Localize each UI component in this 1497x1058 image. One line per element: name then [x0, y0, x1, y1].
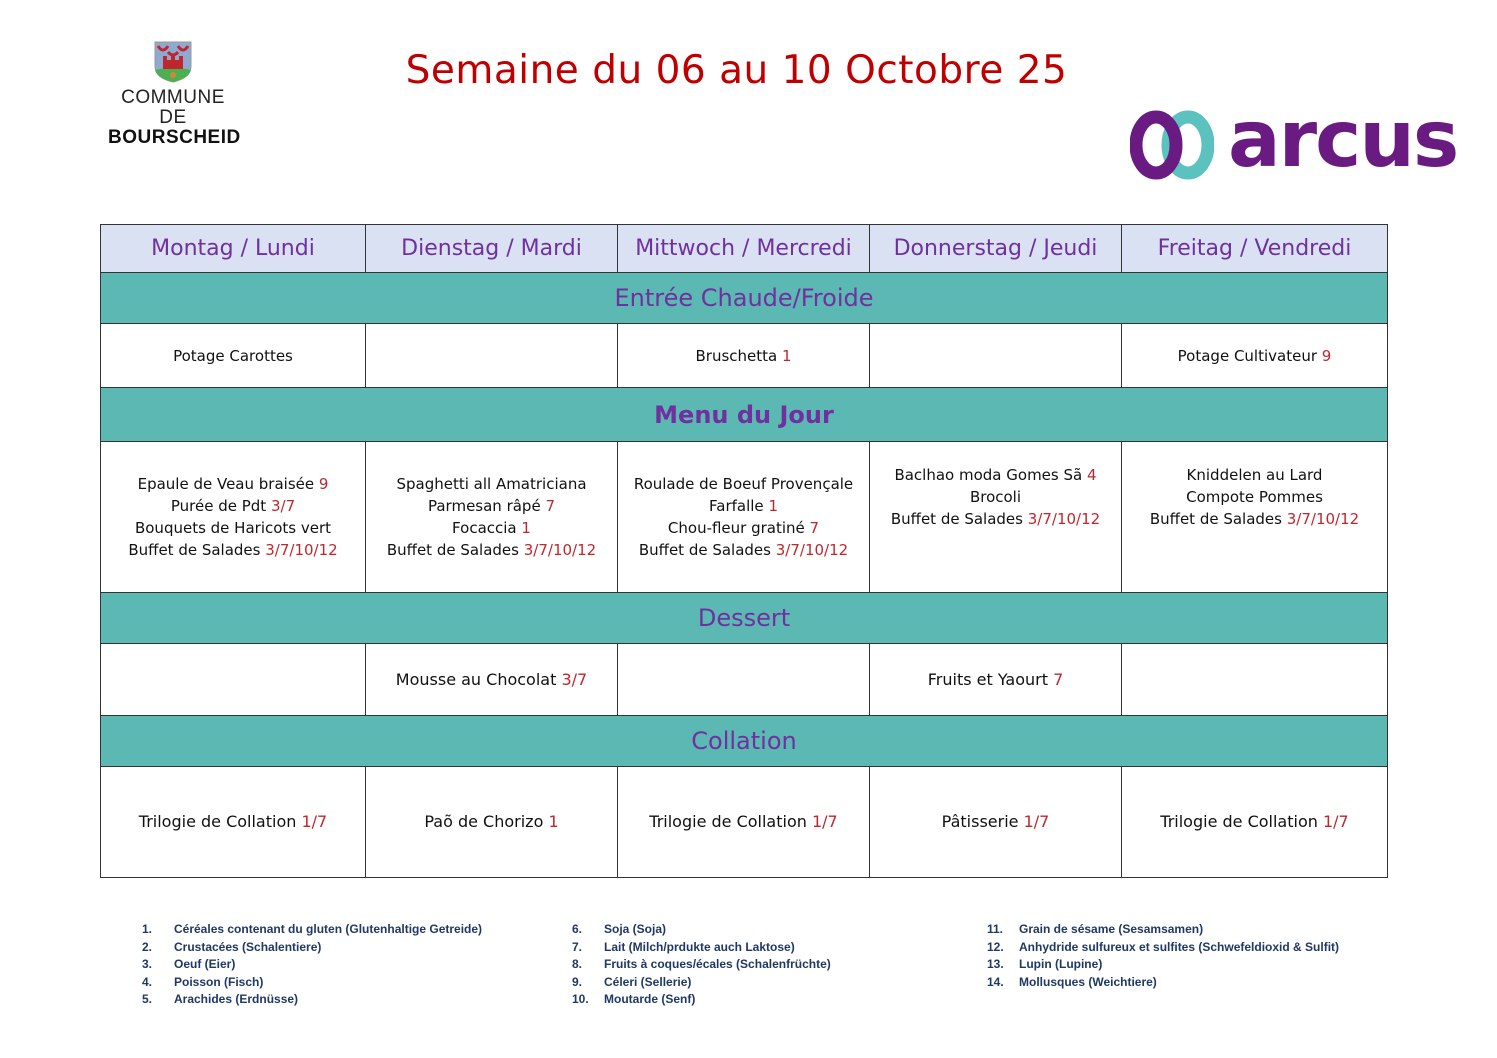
legend-item — [572, 975, 831, 993]
collation-thursday — [870, 767, 1122, 878]
dish-name: Spaghetti all Amatriciana — [396, 475, 587, 493]
allergen-codes: 1 — [768, 497, 778, 515]
arcus-wordmark: arcus — [1228, 95, 1458, 185]
menu-wednesday — [618, 442, 870, 593]
arcus-logo — [1130, 95, 1458, 185]
legend-number: 3. — [142, 957, 153, 971]
allergen-codes: 4 — [1086, 466, 1097, 484]
entree-tuesday — [366, 324, 618, 388]
entree-row — [101, 324, 1388, 388]
menu-monday — [101, 442, 366, 593]
dish-name: Fruits et Yaourt — [927, 669, 1054, 689]
menu-friday — [1122, 442, 1388, 593]
dish-name: Trilogie de Collation — [1160, 812, 1323, 831]
dish-name: Mousse au Chocolat — [395, 669, 562, 689]
day-header-thursday: Donnerstag / Jeudi — [870, 225, 1122, 273]
dessert-monday — [101, 644, 366, 716]
legend-item — [142, 922, 482, 940]
allergen-legend-column-3 — [987, 922, 1339, 992]
dish-name: Compote Pommes — [1186, 488, 1323, 506]
legend-item — [987, 940, 1339, 958]
dish-name: Brocoli — [969, 488, 1022, 506]
legend-item — [987, 957, 1339, 975]
legend-text: Lait (Milch/prdukte auch Laktose) — [604, 939, 795, 954]
allergen-codes: 1 — [781, 346, 792, 365]
legend-number: 9. — [572, 974, 583, 989]
dish-name: Buffet de Salades — [1149, 510, 1287, 528]
allergen-codes: 3/7 — [270, 497, 296, 515]
section-header-entree: Entrée Chaude/Froide — [101, 273, 1388, 324]
dish-name: Kniddelen au Lard — [1186, 466, 1323, 484]
legend-number: 10. — [572, 992, 589, 1006]
allergen-codes: 7 — [1053, 669, 1064, 689]
dessert-wednesday — [618, 644, 870, 716]
allergen-codes: 1 — [521, 519, 531, 537]
allergen-codes: 7 — [545, 497, 555, 515]
dish-name: Parmesan râpé — [427, 497, 546, 515]
allergen-codes: 1/7 — [301, 812, 328, 831]
legend-number: 4. — [142, 974, 153, 989]
dish-name: Bouquets de Haricots vert — [134, 519, 332, 537]
legend-item — [142, 957, 482, 975]
dish-name: Buffet de Salades — [386, 541, 524, 559]
dish-name: Buffet de Salades — [128, 541, 266, 559]
legend-number: 12. — [987, 939, 1004, 954]
legend-item — [142, 975, 482, 993]
allergen-codes: 3/7 — [561, 669, 588, 689]
collation-wednesday — [618, 767, 870, 878]
legend-text: Mollusques (Weichtiere) — [1019, 974, 1157, 989]
legend-item — [987, 922, 1339, 940]
dish-name: Epaule de Veau braisée — [137, 475, 319, 493]
section-header-menu: Menu du Jour — [101, 388, 1388, 442]
allergen-codes: 1 — [548, 812, 559, 831]
legend-item — [572, 940, 831, 958]
allergen-codes: 3/7/10/12 — [775, 541, 849, 559]
weekly-menu-table — [100, 224, 1388, 878]
allergen-codes: 1/7 — [1023, 812, 1050, 831]
collation-monday — [101, 767, 366, 878]
day-header-monday: Montag / Lundi — [101, 225, 366, 273]
dish-name: Potage Carottes — [173, 346, 293, 365]
legend-number: 13. — [987, 957, 1004, 971]
legend-number: 5. — [142, 992, 153, 1006]
legend-text: Anhydride sulfureux et sulfites (Schwefeldioxid & Sulfit) — [1019, 939, 1340, 954]
collation-row — [101, 767, 1388, 878]
legend-number: 2. — [142, 939, 153, 954]
legend-text: Arachides (Erdnüsse) — [174, 992, 299, 1006]
dish-name: Baclhao moda Gomes Sã — [894, 466, 1087, 484]
day-header-row — [101, 225, 1388, 273]
allergen-codes: 1/7 — [811, 812, 838, 831]
collation-tuesday — [366, 767, 618, 878]
legend-text: Fruits à coques/écales (Schalenfrüchte) — [604, 957, 831, 971]
dessert-tuesday — [366, 644, 618, 716]
dish-name: Roulade de Boeuf Provençale — [633, 475, 854, 493]
legend-number: 14. — [987, 974, 1004, 989]
dish-name: Focaccia — [452, 519, 522, 537]
legend-text: Lupin (Lupine) — [1019, 957, 1103, 971]
legend-number: 11. — [987, 922, 1004, 936]
dish-name: Buffet de Salades — [638, 541, 776, 559]
allergen-codes: 3/7/10/12 — [265, 541, 338, 559]
dish-name: Chou-fleur gratiné — [667, 519, 810, 537]
legend-text: Poisson (Fisch) — [174, 974, 264, 989]
section-header-collation: Collation — [101, 716, 1388, 767]
allergen-codes: 7 — [809, 519, 820, 537]
allergen-codes: 9 — [1321, 346, 1332, 365]
collation-friday — [1122, 767, 1388, 878]
legend-text: Soja (Soja) — [604, 922, 667, 936]
dish-name: Potage Cultivateur — [1177, 346, 1322, 365]
allergen-codes: 1/7 — [1322, 812, 1349, 831]
legend-number: 8. — [572, 957, 583, 971]
allergen-codes: 3/7/10/12 — [1027, 510, 1101, 528]
legend-item — [572, 992, 831, 1010]
entree-wednesday — [618, 324, 870, 388]
page-title-text: Semaine du 06 au 10 Octobre 25 — [405, 48, 1068, 93]
legend-item — [572, 922, 831, 940]
allergen-codes: 3/7/10/12 — [523, 541, 597, 559]
legend-text: Céréales contenant du gluten (Glutenhaltige Getreide) — [174, 922, 483, 936]
day-header-friday: Freitag / Vendredi — [1122, 225, 1388, 273]
legend-number: 6. — [572, 922, 583, 936]
legend-item — [142, 992, 482, 1010]
dish-name: Trilogie de Collation — [649, 812, 812, 831]
day-header-wednesday: Mittwoch / Mercredi — [618, 225, 870, 273]
entree-monday — [101, 324, 366, 388]
entree-thursday — [870, 324, 1122, 388]
commune-logo-line1: COMMUNE DE — [121, 87, 225, 128]
dish-name: Purée de Pdt — [170, 497, 271, 515]
legend-text: Grain de sésame (Sesamsamen) — [1019, 922, 1204, 936]
menu-tuesday — [366, 442, 618, 593]
dessert-thursday — [870, 644, 1122, 716]
dish-name: Farfalle — [709, 497, 769, 515]
legend-item — [572, 957, 831, 975]
arcus-infinity-icon — [1130, 109, 1214, 181]
page-title — [0, 48, 1497, 93]
allergen-codes: 9 — [318, 475, 329, 493]
allergen-legend-column-2 — [572, 922, 831, 1010]
commune-logo-line2: BOURSCHEID — [108, 127, 241, 148]
dish-name: Pâtisserie — [941, 812, 1024, 831]
day-header-tuesday: Dienstag / Mardi — [366, 225, 618, 273]
legend-text: Crustacées (Schalentiere) — [174, 939, 322, 954]
legend-item — [142, 940, 482, 958]
dessert-row — [101, 644, 1388, 716]
menu-thursday — [870, 442, 1122, 593]
legend-text: Céleri (Sellerie) — [604, 974, 692, 989]
section-header-dessert: Dessert — [101, 593, 1388, 644]
dish-name: Trilogie de Collation — [138, 812, 302, 831]
legend-text: Moutarde (Senf) — [604, 992, 696, 1006]
allergen-legend-column-1 — [142, 922, 482, 1010]
dish-name: Paõ de Chorizo — [424, 812, 549, 831]
legend-number: 7. — [572, 939, 583, 954]
legend-text: Oeuf (Eier) — [174, 957, 236, 971]
entree-friday — [1122, 324, 1388, 388]
menu-row — [101, 442, 1388, 593]
dish-name: Buffet de Salades — [890, 510, 1028, 528]
legend-item — [987, 975, 1339, 993]
dish-name: Bruschetta — [695, 346, 782, 365]
legend-number: 1. — [142, 922, 153, 936]
dessert-friday — [1122, 644, 1388, 716]
allergen-codes: 3/7/10/12 — [1286, 510, 1360, 528]
